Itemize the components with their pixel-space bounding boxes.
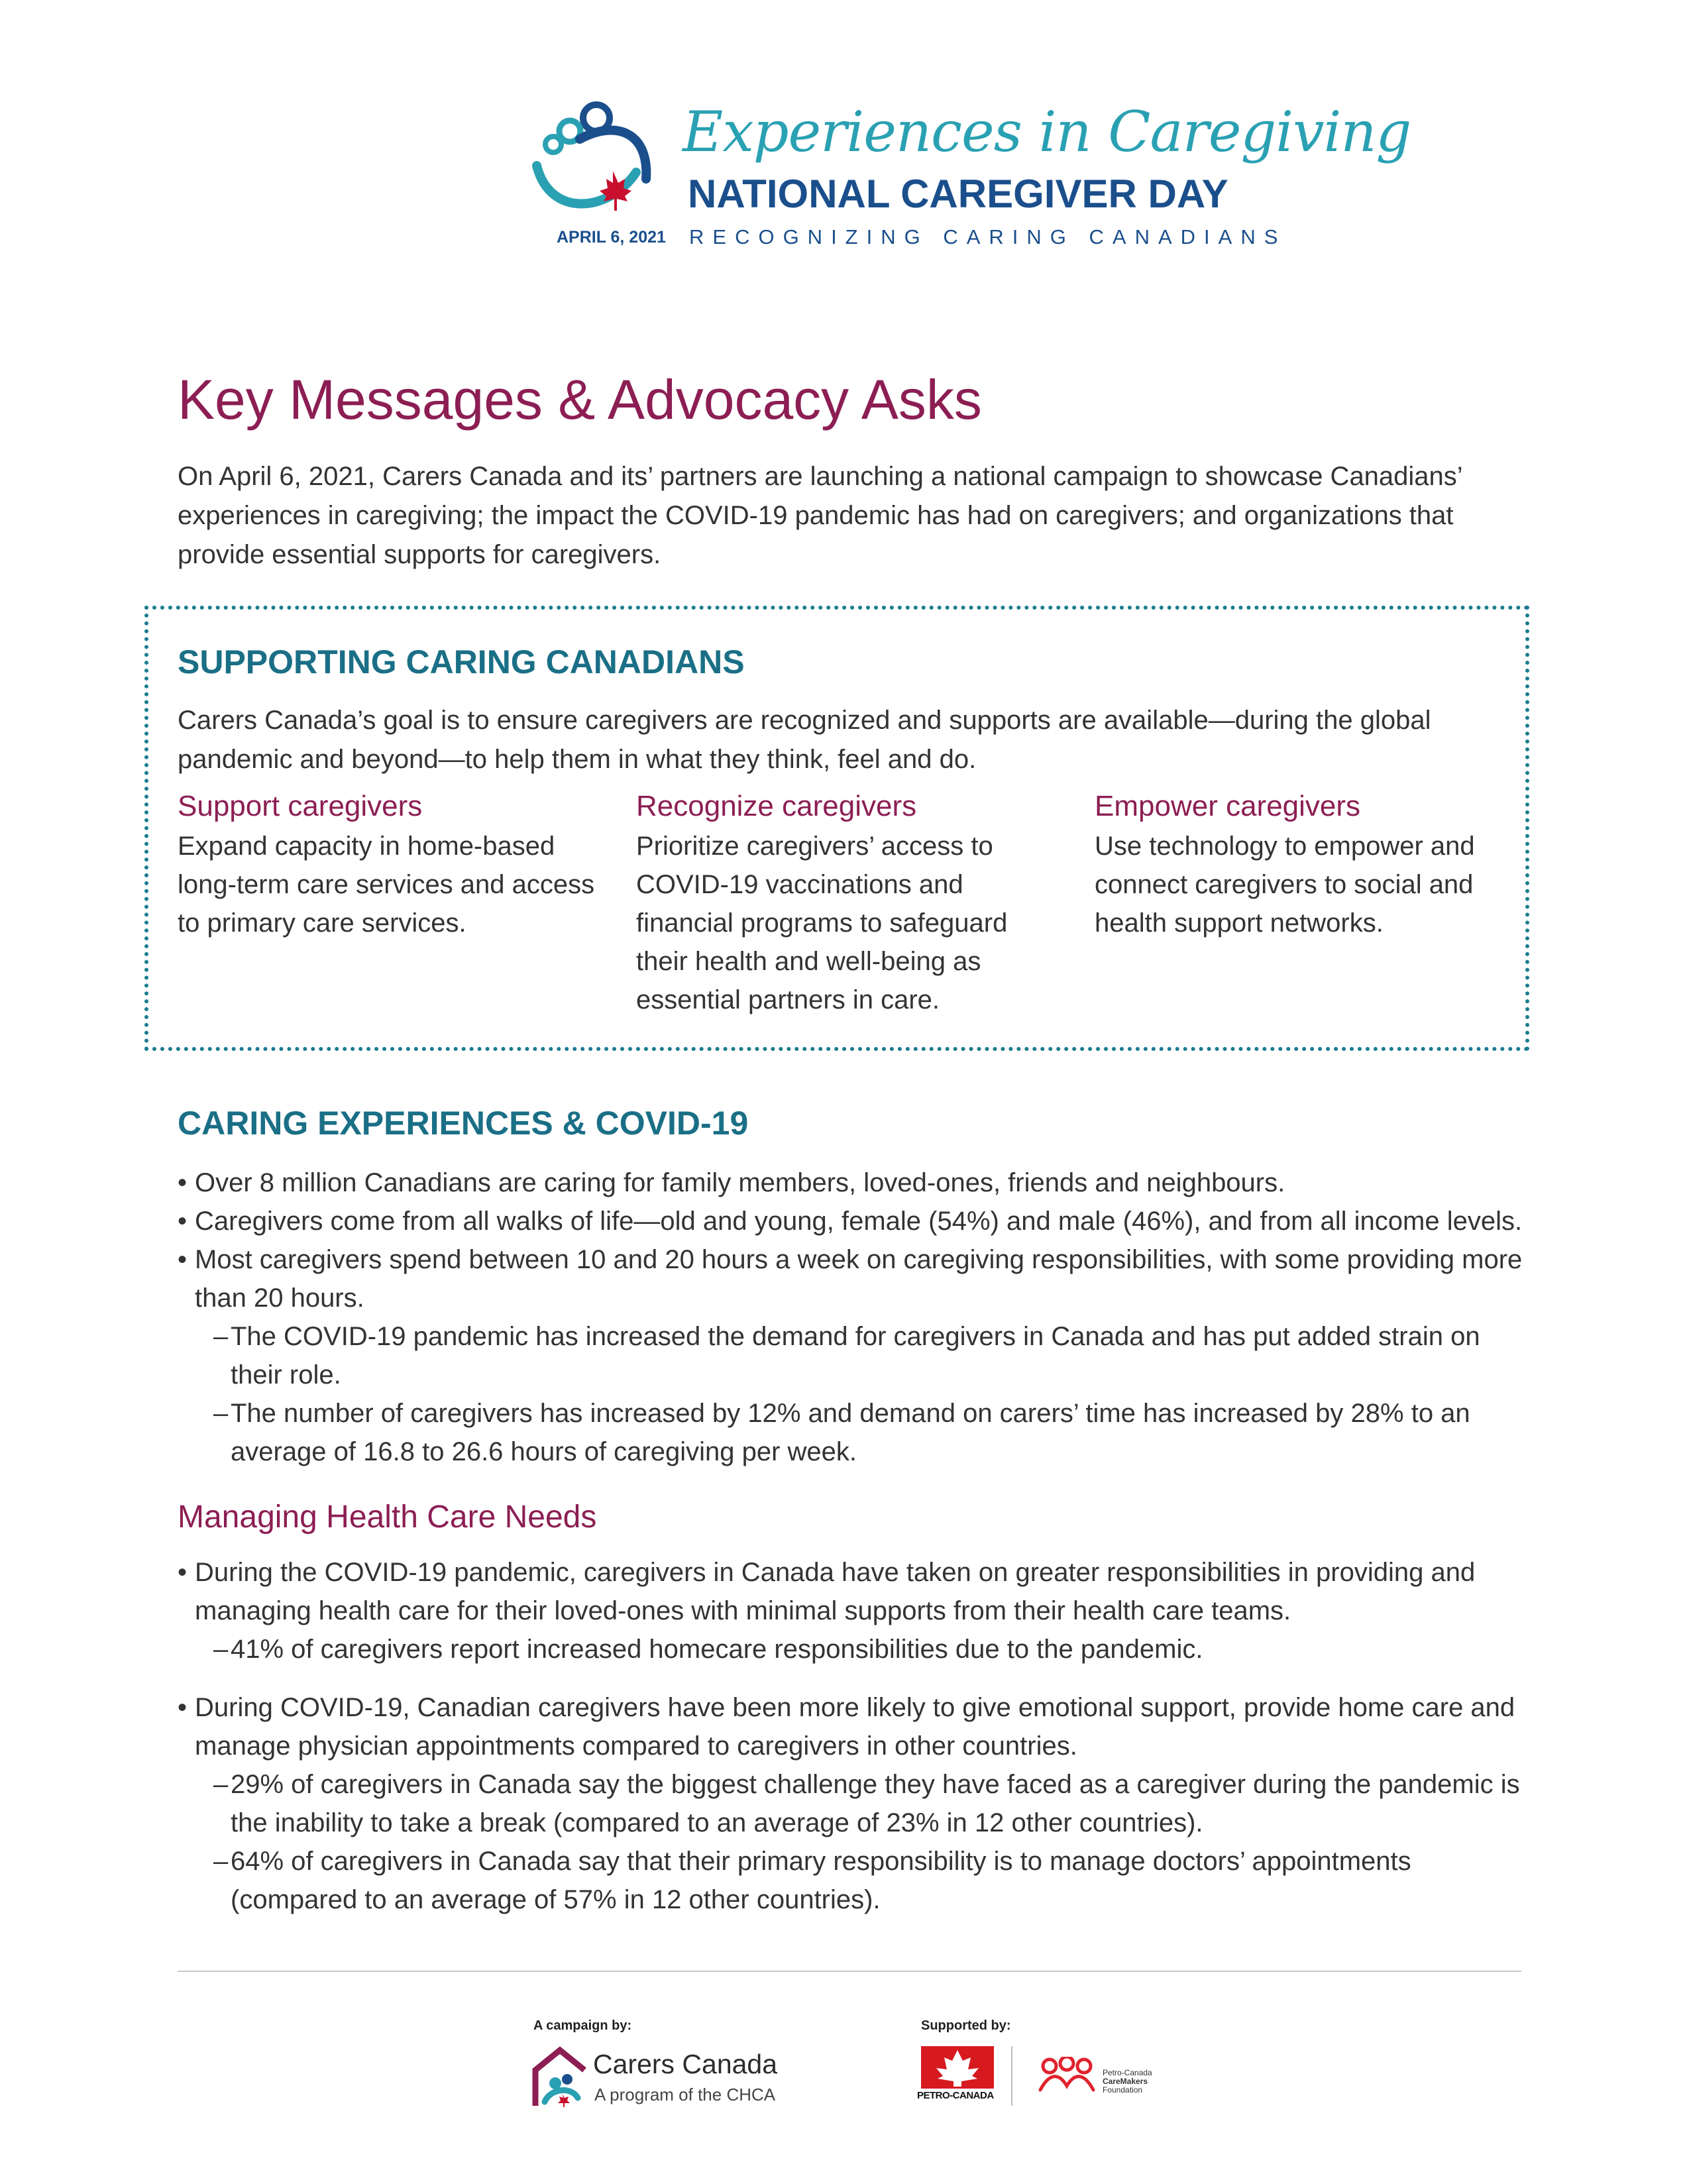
logo-date-text: APRIL 6, 2021 (557, 228, 666, 246)
caremakers-line: Foundation (1103, 2085, 1143, 2095)
list-subitem: – The number of caregivers has increased by 12% and demand on carers’ time has increased by 28% to an average of 16.8 to 26.6 hours of caregiving per week. (178, 1394, 1529, 1471)
house-heart-icon (530, 2045, 590, 2111)
empower-column (1095, 790, 1519, 942)
intro-paragraph: On April 6, 2021, Carers Canada and its’ partners are launching a national campaign to showcase Canadians’ experiences in caregiving; the impact the COVID-19 pandemic has had on caregivers; and organizations that provide essential supports for caregivers. (178, 462, 1462, 569)
empower-column-title: Empower caregivers (1095, 790, 1361, 822)
caremakers-line: Petro-Canada (1103, 2068, 1152, 2077)
caremakers-figures-icon (1036, 2057, 1097, 2097)
recognize-column-title: Recognize caregivers (636, 790, 917, 822)
support-column (178, 790, 602, 942)
health-list-2 (178, 1688, 1529, 1919)
health-heading: Managing Health Care Needs (178, 1500, 597, 1535)
support-column-text: Expand capacity in home-based long-term care services and access to primary care services. (178, 832, 595, 938)
list-item: • During COVID-19, Canadian caregivers have been more likely to give emotional support, provide home care and manage physician appointments compared to caregivers in other countries. (178, 1688, 1529, 1765)
campaign-logo (517, 93, 1411, 252)
carers-canada-logo (530, 2045, 778, 2111)
logo-subtitle-text: RECOGNIZING CARING CANADIANS (689, 225, 1287, 248)
empower-column-text: Use technology to empower and connect caregivers to social and health support networks. (1095, 832, 1475, 938)
logo-title-text: NATIONAL CAREGIVER DAY (688, 172, 1228, 216)
list-item: • Caregivers come from all walks of life—old and young, female (54%) and male (46%), and from all income levels. (178, 1202, 1529, 1240)
footer-divider (178, 1971, 1521, 1972)
caremakers-line: CareMakers (1103, 2077, 1148, 2086)
caregivers-family-icon (523, 93, 663, 225)
carers-canada-name: Carers Canada (593, 2049, 778, 2079)
logo-script-text: Experiences in Caregiving (682, 99, 1411, 164)
caremakers-text (1103, 2069, 1152, 2095)
caring-heading: CARING EXPERIENCES & COVID-19 (178, 1105, 749, 1142)
list-subitem: – The COVID-19 pandemic has increased the demand for caregivers in Canada and has put added strain on their role. (178, 1317, 1529, 1394)
sponsor-divider (1011, 2046, 1012, 2106)
supported-label: Supported by: (921, 2018, 1011, 2033)
recognize-column-text: Prioritize caregivers’ access to COVID-19 vaccinations and financial programs to safeguard their health and well-being as essential partners in care. (636, 832, 1008, 1014)
list-item: • Over 8 million Canadians are caring for family members, loved-ones, friends and neighbours. (178, 1164, 1529, 1202)
page-title: Key Messages & Advocacy Asks (178, 368, 982, 431)
list-subitem: – 29% of caregivers in Canada say the biggest challenge they have faced as a caregiver during the pandemic is the inability to take a break (compared to an average of 23% in 12 other countries). (178, 1765, 1529, 1842)
campaign-label: A campaign by: (533, 2018, 632, 2033)
petro-canada-leaf-icon (921, 2046, 994, 2089)
list-subitem: – 41% of caregivers report increased homecare responsibilities due to the pandemic. (178, 1630, 1529, 1668)
list-item: • During the COVID-19 pandemic, caregivers in Canada have taken on greater responsibilities in providing and managing health care for their loved-ones with minimal supports from their health care teams. (178, 1553, 1529, 1630)
supporting-heading: SUPPORTING CARING CANADIANS (178, 643, 745, 681)
sponsor-logos (917, 2046, 1156, 2112)
recognize-column (636, 790, 1060, 1019)
list-subitem: – 64% of caregivers in Canada say that their primary responsibility is to manage doctors’ appointments (compared to an average of 57% in 12 other countries). (178, 1842, 1529, 1919)
support-column-title: Support caregivers (178, 790, 423, 822)
list-item: • Most caregivers spend between 10 and 20 hours a week on caregiving responsibilities, with some providing more than 20 hours. (178, 1240, 1529, 1317)
health-list-1 (178, 1553, 1529, 1668)
goal-paragraph: Carers Canada’s goal is to ensure caregivers are recognized and supports are available—during the global pandemic and beyond—to help them in what they think, feel and do. (178, 706, 1431, 774)
carers-canada-tagline: A program of the CHCA (594, 2085, 776, 2104)
petro-canada-wordmark: PETRO-CANADA (917, 2090, 994, 2101)
caring-list (178, 1164, 1529, 1471)
